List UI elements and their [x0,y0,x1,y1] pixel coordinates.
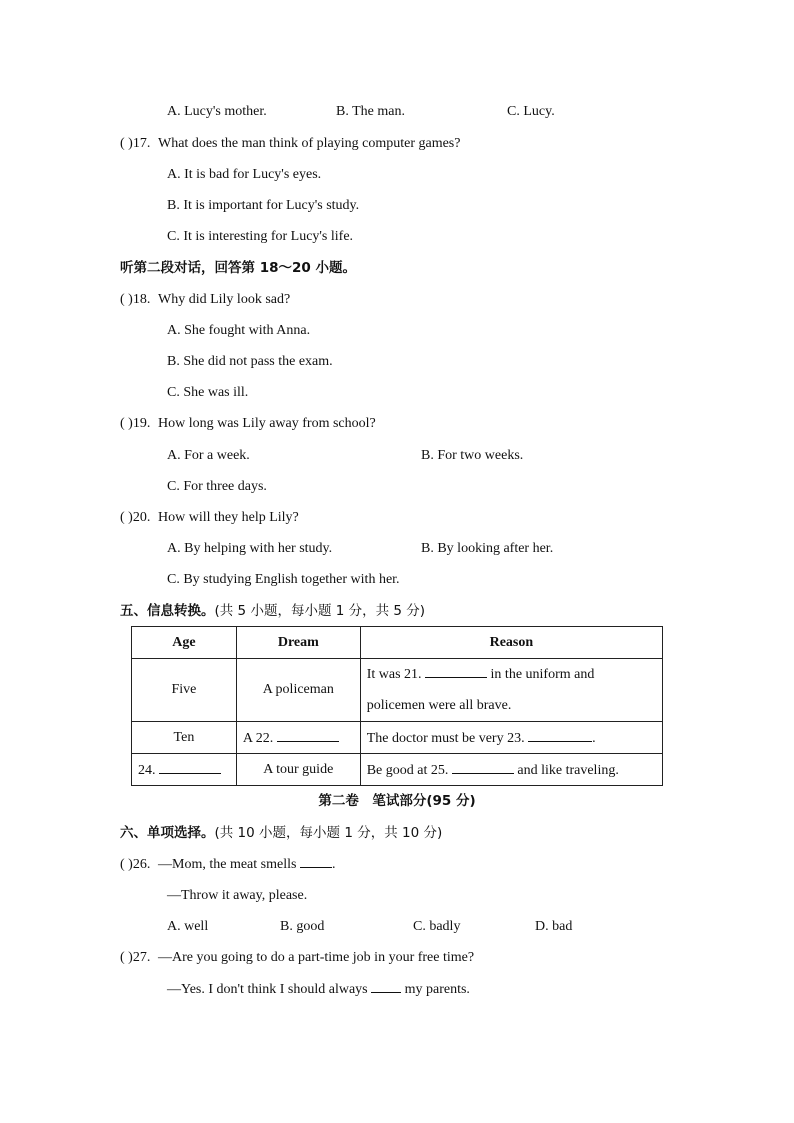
q16-option-a: A. Lucy's mother. [167,104,267,119]
q26-option-b: B. good [280,919,325,934]
q18-text: Why did Lily look sad? [158,292,291,307]
q18-option-c: C. She was ill. [167,385,249,400]
q27-reply-end: my parents. [404,982,470,997]
q20-option-c: C. By studying English together with her. [167,572,400,587]
reason-text: policemen were all brave. [366,698,512,713]
header-dream: Dream [236,627,360,659]
q26-question [120,855,335,874]
table-row [132,754,663,786]
q16-option-b: B. The man. [336,104,405,119]
dialog2-heading: 听第二段对话，回答第 18～20 小题。 [120,260,356,276]
cell-age [132,754,237,786]
cell-dream: A tour guide [236,754,360,786]
q20-text: How will they help Lily? [158,510,299,525]
q26-option-a: A. well [167,919,209,934]
part2-heading [0,792,794,810]
q17-option-b: B. It is important for Lucy's study. [167,198,360,213]
q17-question [120,135,460,153]
q19-option-b: B. For two weeks. [421,448,524,463]
blank-23[interactable] [528,729,592,742]
q17-number: ( )17. [120,136,151,151]
q26-reply: —Throw it away, please. [167,888,308,903]
q27-question [120,949,474,967]
q18-option-a: A. She fought with Anna. [167,323,311,338]
info-table [131,626,663,786]
q18-number: ( )18. [120,292,151,307]
reason-text: Be good at 25. [366,762,449,778]
part2-title: 第二卷 笔试部分(95 分) [318,793,476,809]
q20-number: ( )20. [120,510,151,525]
blank-25[interactable] [452,761,514,774]
reason-text: and like traveling. [517,762,619,778]
blank-21[interactable] [425,665,487,678]
q18-question [120,291,290,309]
cell-dream: A policeman [236,659,360,722]
table-row [132,659,663,722]
cell-dream [236,722,360,754]
q19-number: ( )19. [120,416,151,431]
blank-26[interactable] [300,855,332,868]
cell-reason [360,659,662,722]
q19-question [120,415,376,433]
q26-number: ( )26. [120,857,151,872]
q20-option-a: A. By helping with her study. [167,541,333,556]
table-row [132,722,663,754]
blank-27[interactable] [371,980,401,993]
cell-age: Five [132,659,237,722]
reason-text: in the uniform and [490,667,595,682]
q26-option-c: C. badly [413,919,461,934]
q27-number: ( )27. [120,950,151,965]
q19-option-a: A. For a week. [167,448,250,463]
q17-option-a: A. It is bad for Lucy's eyes. [167,167,322,182]
q17-option-c: C. It is interesting for Lucy's life. [167,229,354,244]
q26-option-d: D. bad [535,919,573,934]
cell-age: Ten [132,722,237,754]
cell-reason [360,754,662,786]
section5-heading [120,602,425,620]
q27-reply [167,980,470,999]
table-header-row [132,627,663,659]
header-age: Age [132,627,237,659]
q17-text: What does the man think of playing computer games? [158,136,461,151]
section6-title: 六、单项选择。 [120,825,215,841]
q27-reply-text: —Yes. I don't think I should always [167,982,368,997]
section6-note: (共 10 小题，每小题 1 分，共 10 分) [214,825,443,841]
header-reason: Reason [360,627,662,659]
reason-text: . [592,730,596,746]
q27-text: —Are you going to do a part-time job in your free time? [158,950,475,965]
q19-option-c: C. For three days. [167,479,267,494]
section5-note: (共 5 小题，每小题 1 分，共 5 分) [214,603,426,619]
age-text: 24. [138,762,156,778]
reason-text: The doctor must be very 23. [366,730,525,746]
q19-text: How long was Lily away from school? [158,416,376,431]
q18-option-b: B. She did not pass the exam. [167,354,333,369]
q16-option-c: C. Lucy. [507,104,555,119]
q26-text: —Mom, the meat smells [158,857,297,872]
q26-text-end: . [331,857,336,872]
dream-text: A 22. [242,730,274,746]
q20-option-b: B. By looking after her. [421,541,554,556]
reason-text: It was 21. [366,667,422,682]
cell-reason [360,722,662,754]
blank-22[interactable] [277,729,339,742]
section5-title: 五、信息转换。 [120,603,215,619]
q20-question [120,509,299,527]
blank-24[interactable] [159,761,221,774]
section6-heading [120,824,442,842]
